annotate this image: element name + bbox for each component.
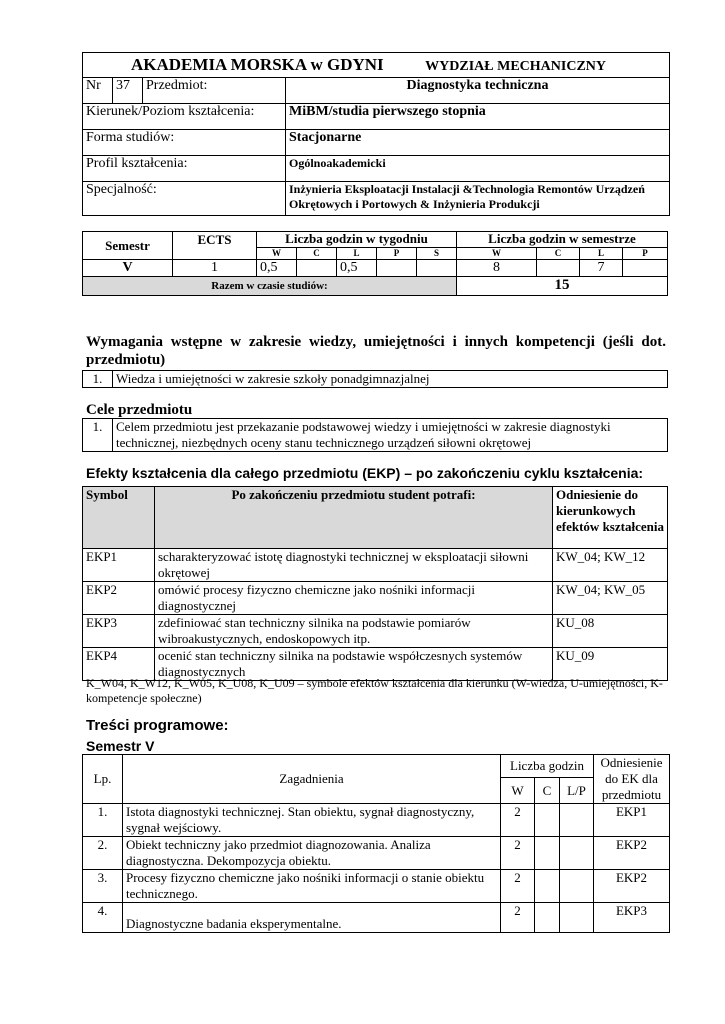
- program-row-reference: EKP2: [594, 837, 670, 870]
- subject-value: Diagnostyka techniczna: [286, 78, 670, 104]
- requirements-title: Wymagania wstępne w zakresie wiedzy, umiejętności i innych kompetencji (jeśli dot. przedmiotu): [86, 334, 666, 368]
- outcomes-description-header: Po zakończeniu przedmiotu student potrafi:: [155, 487, 553, 549]
- nr-value: 37: [113, 78, 143, 104]
- outcome-symbol: EKP4: [83, 648, 155, 681]
- program-topics-header: Zagadnienia: [123, 755, 501, 804]
- outcomes-symbol-header: Symbol: [83, 487, 155, 549]
- outcome-text: scharakteryzować istotę diagnostyki technicznej w eksploatacji siłowni okrętowej: [155, 549, 553, 582]
- profile-label: Profil kształcenia:: [83, 156, 286, 182]
- goal-text: Celem przedmiotu jest przekazanie podstawowej wiedzy i umiejętności w zakresie diagnostyki technicznej, niezbędnych oceny stanu technicznego urządzeń siłowni okrętowej: [113, 419, 668, 452]
- table-row: [83, 804, 670, 837]
- program-row-c: [535, 804, 560, 837]
- nr-label: Nr: [83, 78, 113, 104]
- program-table: [82, 754, 670, 933]
- program-row-topic: Diagnostyczne badania eksperymentalne.: [123, 903, 501, 933]
- outcomes-note: K_W04, K_W12, K_W05, K_U08, K_U09 – symbole efektów kształcenia dla kierunku (W-wiedza, U-umiejętności, K-kompetencje społeczne): [86, 676, 663, 705]
- program-row-topic: Procesy fizyczno chemiczne jako nośniki informacji o stanie obiektu technicznego.: [123, 870, 501, 903]
- program-row-reference: EKP1: [594, 804, 670, 837]
- semester-hours-header: Liczba godzin w semestrze: [457, 232, 668, 248]
- program-reference-header: Odniesienie do EK dla przedmiotu: [594, 755, 670, 804]
- program-row-w: 2: [501, 804, 535, 837]
- program-lp-col-header: L/P: [560, 778, 594, 804]
- hours-table: [82, 231, 668, 296]
- semester-l: 7: [580, 260, 623, 277]
- specialty-value: Inżynieria Eksploatacji Instalacji &Technologia Remontów Urządzeń Okrętowych i Portowych & Inżynieria Produkcji: [286, 182, 670, 216]
- outcome-text: omówić procesy fizyczno chemiczne jako nośniki informacji diagnostycznej: [155, 582, 553, 615]
- sub-header-w: W: [257, 248, 297, 260]
- goals-table: [82, 418, 668, 452]
- requirements-table: [82, 370, 668, 388]
- outcome-reference: KW_04; KW_05: [553, 582, 668, 615]
- sub-header-s: S: [417, 248, 457, 260]
- program-row-l: [560, 903, 594, 933]
- field-label: Kierunek/Poziom kształcenia:: [83, 104, 286, 130]
- program-row-number: 4.: [83, 903, 123, 933]
- course-header-table: [82, 52, 670, 216]
- weekly-l: 0,5: [337, 260, 377, 277]
- outcomes-table: [82, 486, 668, 681]
- semester-p: [623, 260, 668, 277]
- weekly-c: [297, 260, 337, 277]
- goal-number: 1.: [83, 419, 113, 452]
- program-row-number: 2.: [83, 837, 123, 870]
- outcomes-reference-header: Odniesienie do kierunkowych efektów kształcenia: [553, 487, 668, 549]
- program-row-w: 2: [501, 903, 535, 933]
- sub-header-p: P: [377, 248, 417, 260]
- program-w-header: W: [501, 778, 535, 804]
- title-row: [83, 53, 670, 78]
- program-row-c: [535, 870, 560, 903]
- semester-title: Semestr V: [86, 738, 155, 754]
- program-lp-header: Lp.: [83, 755, 123, 804]
- program-row-l: [560, 804, 594, 837]
- sub-header-l: L: [337, 248, 377, 260]
- program-row-l: [560, 870, 594, 903]
- requirement-number: 1.: [83, 371, 113, 388]
- outcome-symbol: EKP3: [83, 615, 155, 648]
- program-hours-header: Liczba godzin: [501, 755, 594, 778]
- table-row: [83, 582, 668, 615]
- goals-title: Cele przedmiotu: [86, 402, 193, 418]
- table-row: [83, 615, 668, 648]
- outcome-reference: KU_08: [553, 615, 668, 648]
- outcome-symbol: EKP2: [83, 582, 155, 615]
- semester-value: V: [83, 260, 173, 277]
- ects-value: 1: [173, 260, 257, 277]
- outcome-reference: KU_09: [553, 648, 668, 681]
- weekly-hours-header: Liczba godzin w tygodniu: [257, 232, 457, 248]
- outcome-text: zdefiniować stan techniczny silnika na podstawie pomiarów wibroakustycznych, endoskopowych itp.: [155, 615, 553, 648]
- semester-w: 8: [457, 260, 537, 277]
- table-row: [83, 870, 670, 903]
- academy-name: AKADEMIA MORSKA w GDYNI: [131, 55, 384, 74]
- sub-header-c: C: [537, 248, 580, 260]
- sub-header-w: W: [457, 248, 537, 260]
- subject-label: Przedmiot:: [143, 78, 286, 104]
- program-row-c: [535, 837, 560, 870]
- table-row: [83, 903, 670, 933]
- program-title: Treści programowe:: [86, 717, 229, 734]
- program-row-reference: EKP2: [594, 870, 670, 903]
- table-row: [83, 549, 668, 582]
- program-row-reference: EKP3: [594, 903, 670, 933]
- program-row-topic: Istota diagnostyki technicznej. Stan obiektu, sygnał diagnostyczny, sygnał wejściowy.: [123, 804, 501, 837]
- study-form-label: Forma studiów:: [83, 130, 286, 156]
- outcomes-title: Efekty kształcenia dla całego przedmiotu (EKP) – po zakończeniu cyklu kształcenia:: [86, 465, 644, 481]
- sub-header-l: L: [580, 248, 623, 260]
- program-row-l: [560, 837, 594, 870]
- sub-header-c: C: [297, 248, 337, 260]
- program-row-topic: Obiekt techniczny jako przedmiot diagnozowania. Analiza diagnostyczna. Dekompozycja obiektu.: [123, 837, 501, 870]
- semester-header: Semestr: [83, 232, 173, 260]
- program-row-c: [535, 903, 560, 933]
- table-row: [83, 837, 670, 870]
- weekly-s: [417, 260, 457, 277]
- program-row-number: 1.: [83, 804, 123, 837]
- program-row-w: 2: [501, 837, 535, 870]
- requirement-text: Wiedza i umiejętności w zakresie szkoły ponadgimnazjalnej: [113, 371, 668, 388]
- program-row-number: 3.: [83, 870, 123, 903]
- total-value: 15: [457, 277, 668, 296]
- program-row-w: 2: [501, 870, 535, 903]
- specialty-label: Specjalność:: [83, 182, 286, 216]
- total-label: Razem w czasie studiów:: [83, 277, 457, 296]
- weekly-p: [377, 260, 417, 277]
- weekly-w: 0,5: [257, 260, 297, 277]
- program-c-header: C: [535, 778, 560, 804]
- outcome-reference: KW_04; KW_12: [553, 549, 668, 582]
- study-form-value: Stacjonarne: [286, 130, 670, 156]
- field-value: MiBM/studia pierwszego stopnia: [286, 104, 670, 130]
- outcome-text: ocenić stan techniczny silnika na podstawie współczesnych systemów diagnostycznych: [155, 648, 553, 681]
- outcome-symbol: EKP1: [83, 549, 155, 582]
- sub-header-p: P: [623, 248, 668, 260]
- faculty-name: WYDZIAŁ MECHANICZNY: [425, 59, 607, 74]
- profile-value: Ogólnoakademicki: [286, 156, 670, 182]
- ects-header: ECTS: [173, 232, 257, 260]
- semester-c: [537, 260, 580, 277]
